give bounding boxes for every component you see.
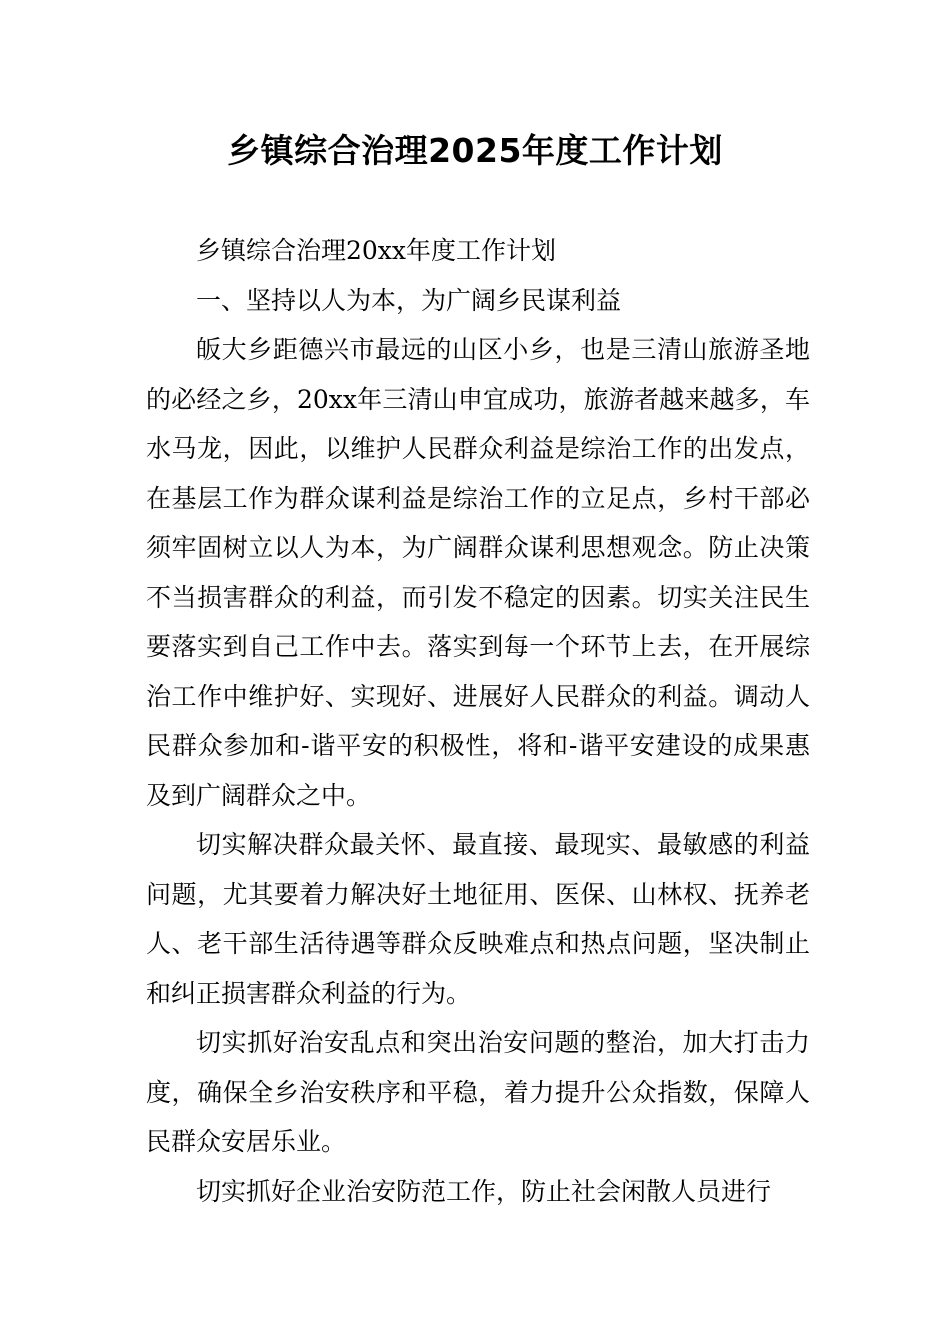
body-paragraph: 皈大乡距德兴市最远的山区小乡，也是三清山旅游圣地的必经之乡，20xx年三清山申宜成功，旅游者越来越多，车水马龙，因此，以维护人民群众利益是综治工作的出发点，在基层工作为群众谋利益是综治工作的立足点，乡村干部必须牢固树立以人为本，为广阔群众谋利思想观念。防止决策不当损害群众的利益，而引发不稳定的因素。切实关注民生要落实到自己工作中去。落实到每一个环节上去，在开展综治工作中维护好、实现好、进展好人民群众的利益。调动人民群众参加和-谐平安的积极性，将和-谐平安建设的成果惠及到广阔群众之中。 (146, 335, 810, 810)
body-paragraph-section-heading: 一、坚持以人为本，为广阔乡民谋利益 (196, 285, 622, 315)
body-paragraph-subtitle: 乡镇综合治理20xx年度工作计划 (196, 236, 557, 265)
body-paragraph: 切实抓好治安乱点和突出治安问题的整治，加大打击力度，确保全乡治安秩序和平稳，着力提升公众指数，保障人民群众安居乐业。 (146, 1028, 810, 1156)
body-paragraph: 切实抓好企业治安防范工作，防止社会闲散人员进行 (196, 1176, 772, 1206)
document-body (146, 226, 810, 1216)
body-paragraph: 切实解决群众最关怀、最直接、最现实、最敏感的利益问题，尤其要着力解决好土地征用、医保、山林权、抚养老人、老干部生活待遇等群众反映难点和热点问题，坚决制止和纠正损害群众利益的行为。 (146, 830, 810, 1008)
document-title: 乡镇综合治理2025年度工作计划 (227, 131, 723, 170)
